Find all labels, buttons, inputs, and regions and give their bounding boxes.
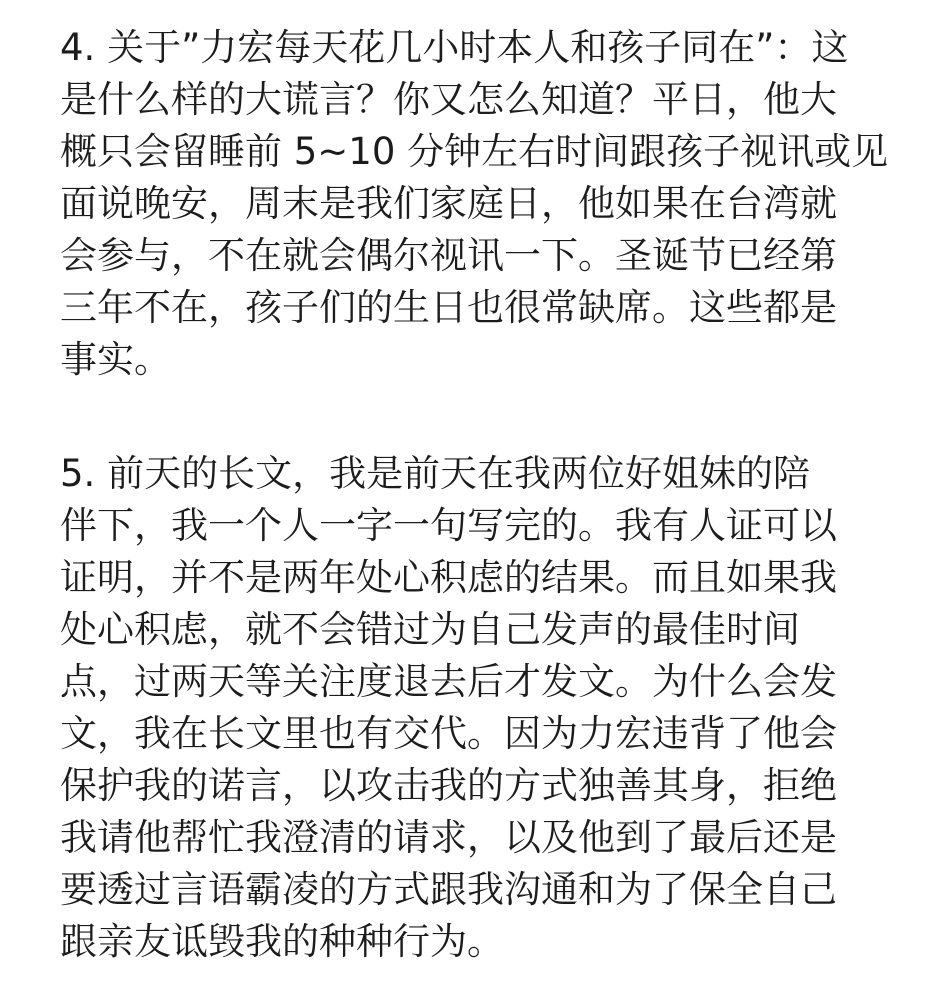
paragraph-line: 跟亲友诋毁我的种种行为。 xyxy=(60,920,504,963)
paragraph-line: 是什么样的大谎言？你又怎么知道？平日，他大 xyxy=(60,78,837,121)
paragraph-line: 证明，并不是两年处心积虑的结果。而且如果我 xyxy=(60,556,837,599)
paragraph-line: 4. 关于”力宏每天花几小时本人和孩子同在”：这 xyxy=(60,26,849,69)
paragraph-line: 保护我的诺言，以攻击我的方式独善其身，拒绝 xyxy=(60,764,837,807)
paragraph-line: 事实。 xyxy=(60,338,171,381)
paragraph-line: 面说晚安，周末是我们家庭日，他如果在台湾就 xyxy=(60,182,837,225)
paragraph-line: 三年不在，孩子们的生日也很常缺席。这些都是 xyxy=(60,286,837,329)
paragraph-line: 伴下，我一个人一字一句写完的。我有人证可以 xyxy=(60,504,837,547)
paragraph-line: 概只会留睡前 5~10 分钟左右时间跟孩子视讯或见 xyxy=(60,130,889,173)
paragraph-line: 要透过言语霸凌的方式跟我沟通和为了保全自己 xyxy=(60,868,837,911)
paragraph-line: 点，过两天等关注度退去后才发文。为什么会发 xyxy=(60,660,837,703)
paragraph-line: 我请他帮忙我澄清的请求，以及他到了最后还是 xyxy=(60,816,837,859)
paragraph-line: 会参与，不在就会偶尔视讯一下。圣诞节已经第 xyxy=(60,234,837,277)
paragraph-line: 5. 前天的长文，我是前天在我两位好姐妹的陪 xyxy=(60,452,811,495)
paragraph-line: 处心积虑，就不会错过为自己发声的最佳时间 xyxy=(60,608,800,651)
paragraph-line: 文，我在长文里也有交代。因为力宏违背了他会 xyxy=(60,712,837,755)
